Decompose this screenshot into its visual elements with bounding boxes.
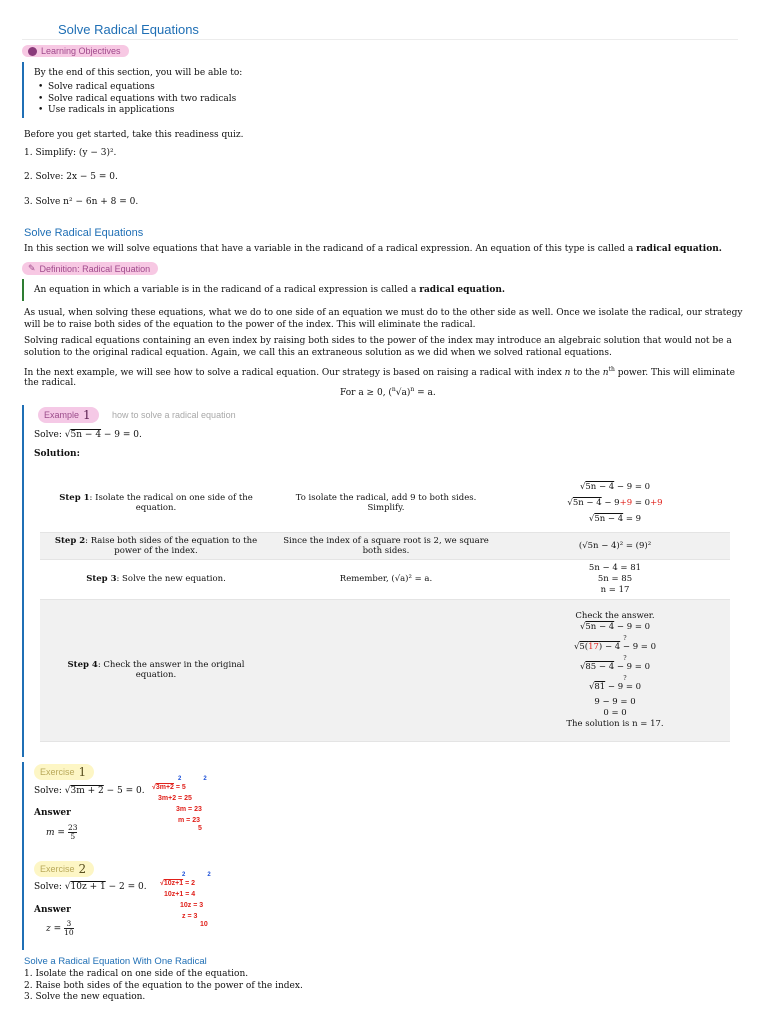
list-item: 2. Raise both sides of the equation to the power of the index.: [24, 980, 303, 991]
objectives-list: [34, 82, 236, 117]
steps-table-wrap: [40, 474, 730, 742]
radical-property-formula: For a ≥ 0, $(^n√a)^n = a$.: [340, 386, 436, 398]
quiz-item-3: 3. Solve n² − 6n + 8 = 0.: [24, 197, 139, 207]
learning-objectives-label: Learning Objectives: [22, 45, 129, 57]
quiz-item-1: 1. Simplify: (y − 3)².: [24, 148, 117, 158]
list-item: 3. Solve the new equation.: [24, 992, 146, 1002]
solution-heading: Solution:: [34, 449, 80, 459]
step-cell: Step 3: Solve the new equation.: [40, 559, 272, 599]
exercise-2-handwritten-work: 2 2 √10z+1 = 2 10z+1 = 4 10z = 3 z = 3 10: [160, 872, 211, 928]
section-heading: Solve Radical Equations: [24, 227, 144, 239]
page-title: Solve Radical Equations: [58, 22, 199, 37]
objectives-bar: [22, 62, 24, 118]
exercise-1-answer-heading: Answer: [34, 808, 71, 818]
example-problem: Solve: √5n − 4 − 9 = 0.: [34, 430, 142, 440]
definition-label: ✎ Definition: Radical Equation: [22, 262, 158, 275]
exercise-2-answer: z = $\frac{3}{10}$: [46, 919, 74, 937]
section-intro: In this section we will solve equations that have a variable in the radicand of a radical expression. An equation of this type is called a radical equation.: [24, 244, 722, 254]
exercise-2-problem: Solve: √10z + 1 − 2 = 0.: [34, 882, 147, 892]
howto-heading: Solve a Radical Equation With One Radical: [24, 956, 207, 967]
table-row: [40, 599, 730, 741]
exercise-1-problem: Solve: √3m + 2 − 5 = 0.: [34, 786, 145, 796]
step-cell: Step 4: Check the answer in the original equation.: [40, 599, 272, 741]
explanation-cell: Since the index of a square root is 2, we square both sides.: [272, 532, 500, 559]
math-cell: 5n − 4 = 81 5n = 85 n = 17: [500, 559, 730, 599]
list-item: • Solve radical equations: [34, 82, 236, 94]
exercise-1-handwritten-work: 2 2 √3m+2 = 5 3m+2 = 25 3m = 23 m = 23 5: [152, 776, 207, 832]
table-row: [40, 532, 730, 559]
definition-bar: [22, 279, 24, 301]
steps-table: [40, 474, 730, 742]
math-cell: (√5n − 4)² = (9)²: [500, 532, 730, 559]
exercise-1-label: Exercise 1: [34, 764, 94, 780]
table-row: [40, 474, 730, 532]
example-label: Example 1: [38, 407, 99, 423]
paragraph-next-example: In the next example, we will see how to solve a radical equation. Our strategy is based on raising a radical with index n to the $n^{th}$ power. This will eliminate the radical.: [24, 366, 735, 388]
table-row: [40, 559, 730, 599]
paragraph-strategy: As usual, when solving these equations, what we do to one side of an equation we must do to the other side as well. Once we isolate the radical, our strategy will be to raise both sides of the equation to the power of the index. This will eliminate the radical.: [24, 308, 743, 330]
objectives-intro: By the end of this section, you will be able to:: [34, 68, 243, 78]
list-item: 1. Isolate the radical on one side of the equation.: [24, 969, 249, 979]
exercise-1-answer: m = $\frac{23}{5}$: [46, 823, 78, 841]
explanation-cell: To isolate the radical, add 9 to both sides. Simplify.: [272, 474, 500, 532]
exercise-2-answer-heading: Answer: [34, 905, 71, 915]
definition-text: An equation in which a variable is in the radicand of a radical expression is called a radical equation.: [34, 285, 506, 295]
objectives-icon: [28, 47, 37, 56]
math-cell: Check the answer. √5n − 4 − 9 = 0 ? √5(17) − 4 − 9 = 0 ? √85 − 4 − 9 = 0 ? √81 − 9 = 0 9 − 9 = 0 0 = 0 The solution is n = 17.: [500, 599, 730, 741]
example-caption: how to solve a radical equation: [112, 410, 236, 420]
pencil-icon: ✎: [28, 263, 36, 273]
step-cell: Step 2: Raise both sides of the equation to the power of the index.: [40, 532, 272, 559]
example-bar: [22, 405, 24, 757]
paragraph-extraneous: Solving radical equations containing an even index by raising both sides to the power of the index may introduce an algebraic solution that would not be a solution to the original radical equation. Again, we call this an extraneous solution as we did when we solved rational equations.: [24, 336, 732, 358]
list-item: • Use radicals in applications: [34, 105, 236, 117]
list-item: • Solve radical equations with two radicals: [34, 94, 236, 106]
quiz-item-2: 2. Solve: 2x − 5 = 0.: [24, 172, 118, 182]
exercise-2-label: Exercise 2: [34, 861, 94, 877]
step-cell: Step 1: Isolate the radical on one side of the equation.: [40, 474, 272, 532]
math-cell: √5n − 4 − 9 = 0 √5n − 4 − 9+9 = 0+9 √5n − 4 = 9: [500, 474, 730, 532]
exercise-bar: [22, 762, 24, 950]
title-divider: [22, 39, 738, 40]
readiness-intro: Before you get started, take this readiness quiz.: [24, 130, 244, 140]
howto-list: [24, 969, 303, 1004]
explanation-cell: Remember, (√a)² = a.: [272, 559, 500, 599]
explanation-cell: [272, 599, 500, 741]
